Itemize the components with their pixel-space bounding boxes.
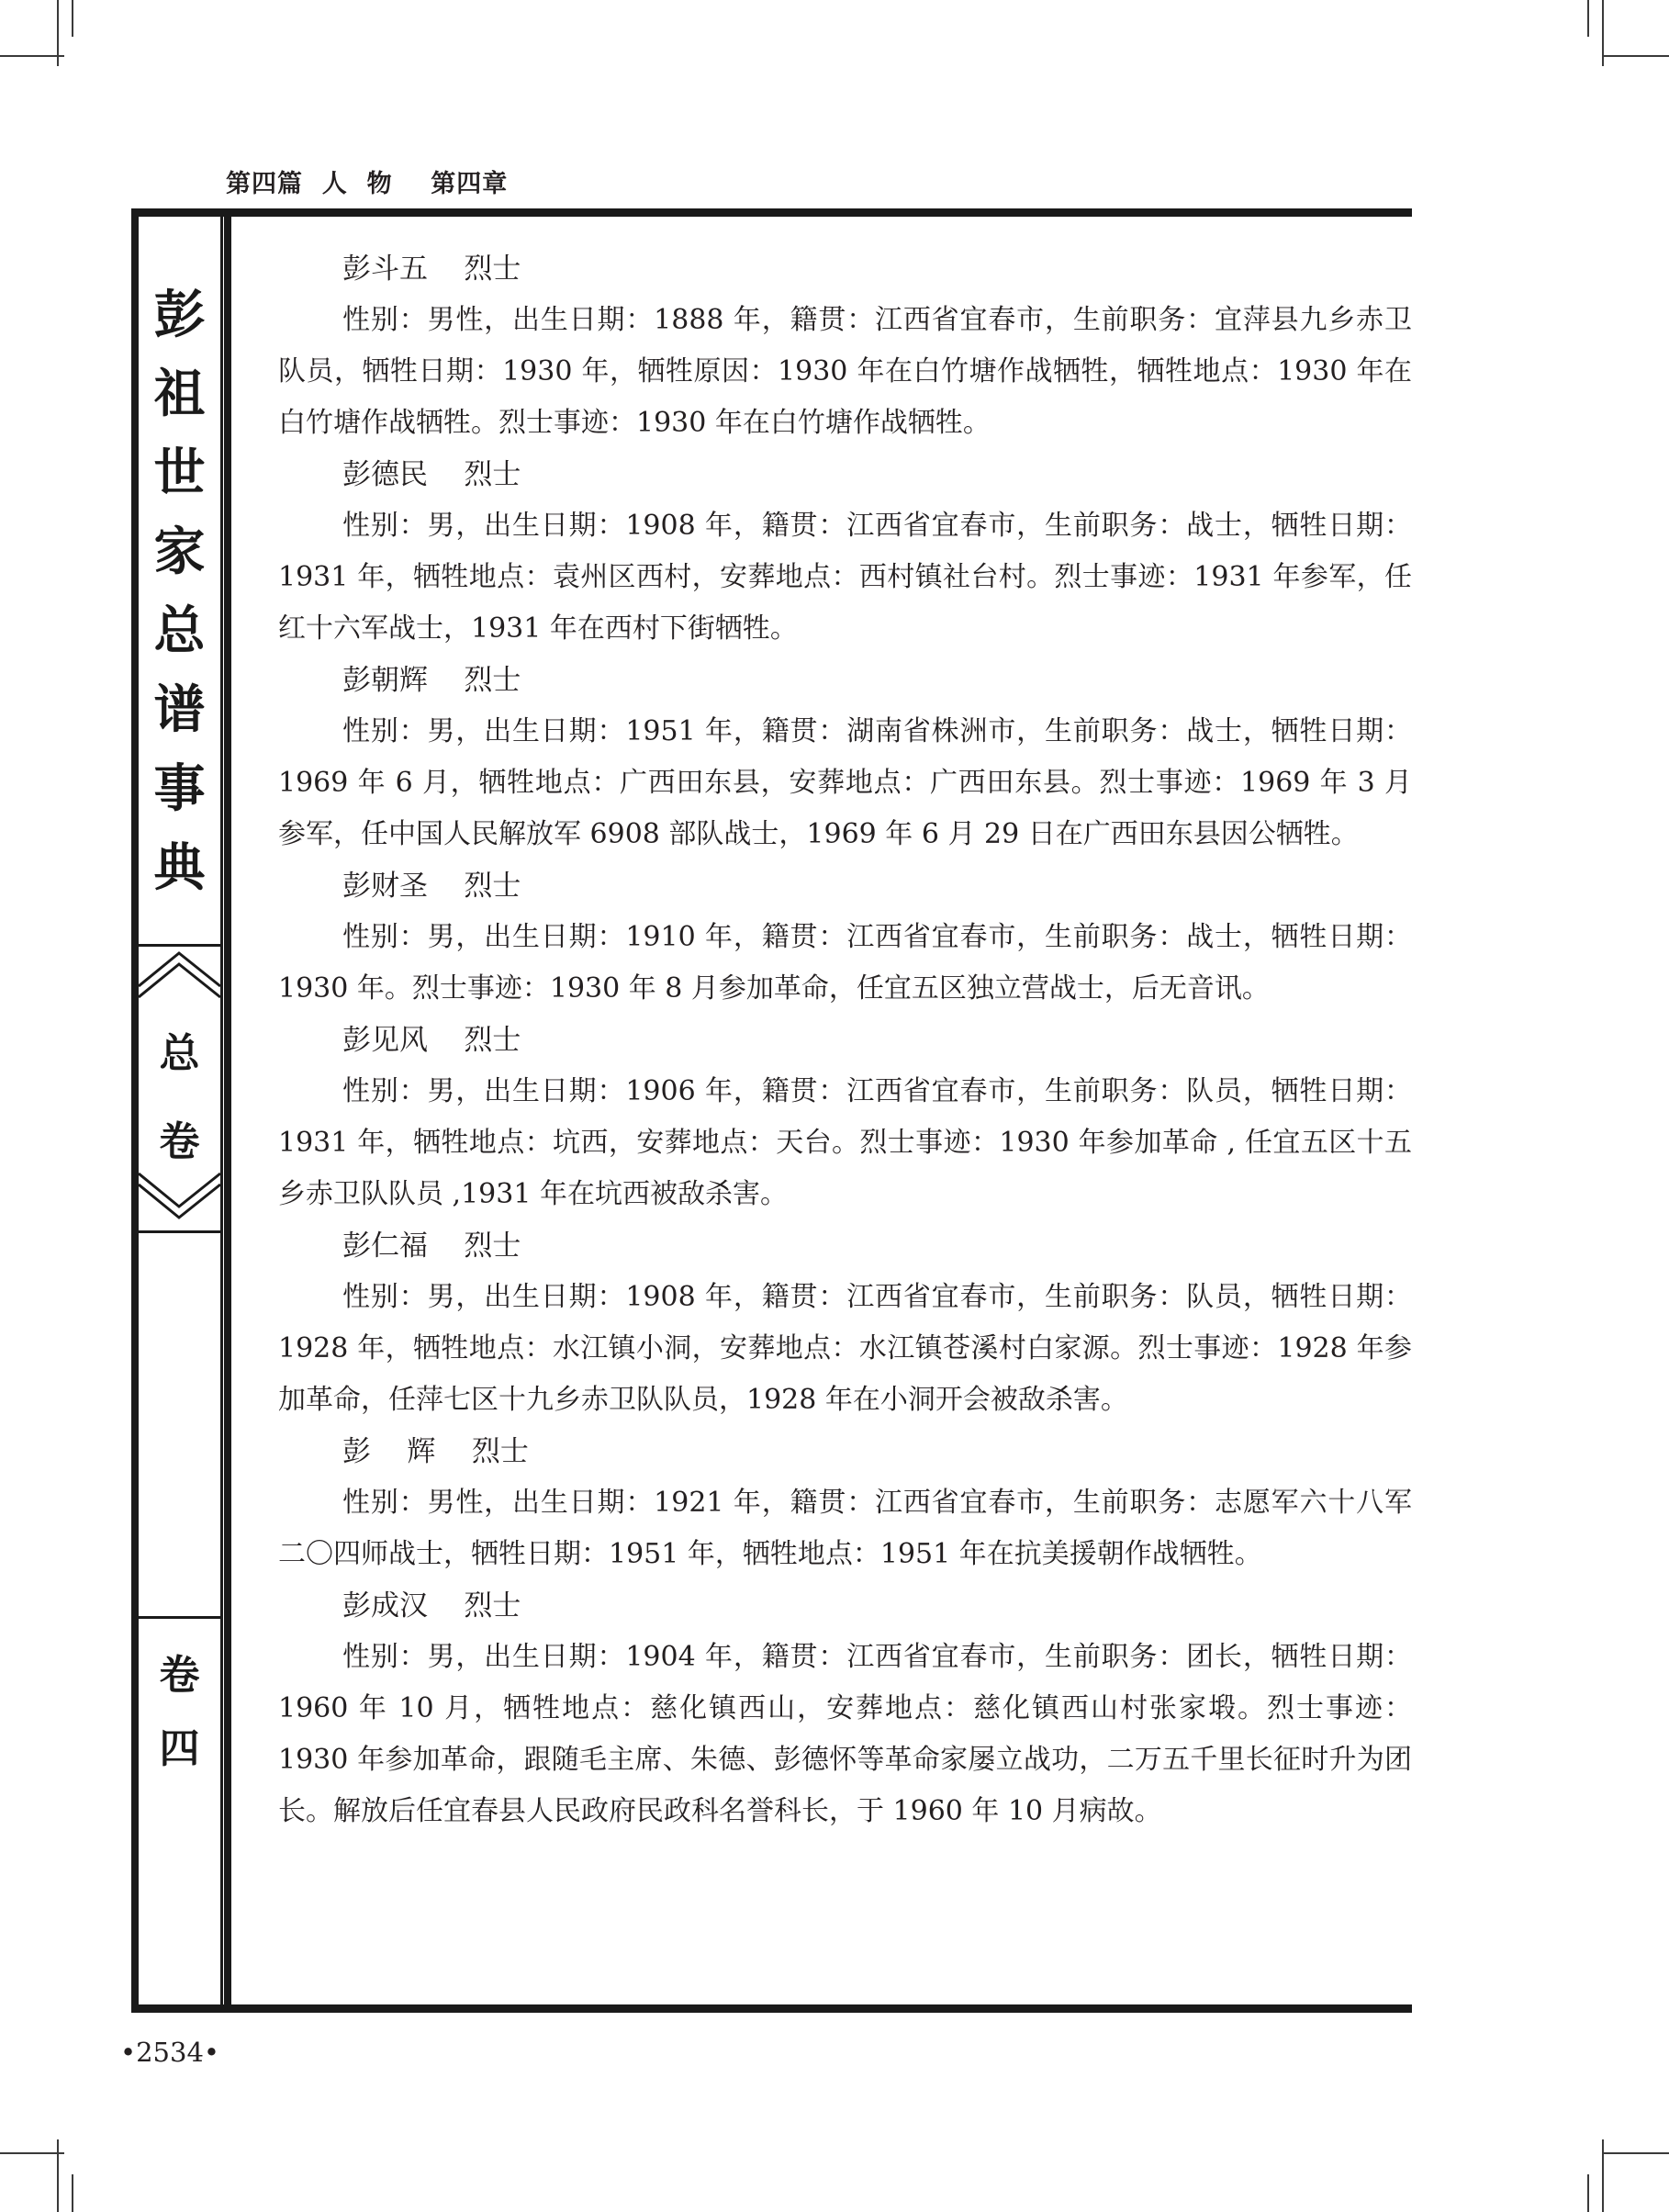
book-title-char: 世 [153,443,206,503]
entry-body: 性别：男性，出生日期：1921 年，籍贯：江西省宜春市，生前职务：志愿军六十八军二〇四师战士，牺牲日期：1951 年，牺牲地点：1951 年在抗美援朝作战牺牲。 [278,1487,1412,1570]
book-title-vertical [139,275,220,907]
side-column-divider-thin [220,208,223,2013]
entry-body: 性别：男，出生日期：1908 年，籍贯：江西省宜春市，生前职务：队员，牺牲日期：1928 年，牺牲地点：水江镇小洞，安葬地点：水江镇苍溪村白家源。烈士事迹：1928 年参加革命，任萍七区十九乡赤卫队队员，1928 年在小洞开会被敌杀害。 [278,1281,1412,1416]
crop-mark-top-left [0,55,64,57]
side-divider-line [139,944,220,947]
volume-title-vertical [139,1010,220,1186]
book-title-char: 典 [153,837,206,898]
entry-name: 彭仁福 烈士 [342,1230,521,1263]
crop-mark-top-right [1602,55,1669,57]
entry-name: 彭德民 烈士 [342,458,521,491]
book-title-char: 总 [153,601,206,661]
entry-body: 性别：男，出生日期：1904 年，籍贯：江西省宜春市，生前职务：团长，牺牲日期：1960 年 10 月，牺牲地点：慈化镇西山，安葬地点：慈化镇西山村张家塅。烈士事迹：1930 年参加革命，跟随毛主席、朱德、彭德怀等革命家屡立战功，二万五千里长征时升为团长。解放后任宜春县人民政府民政科名誉科长，于 1960 年 10 月病故。 [278,1641,1412,1827]
crop-mark-top-left [72,0,73,37]
entry-body: 性别：男，出生日期：1910 年，籍贯：江西省宜春市，生前职务：战士，牺牲日期：1930 年。烈士事迹：1930 年 8 月参加革命，任宜五区独立营战士，后无音讯。 [278,921,1412,1005]
entry [278,1015,1412,1220]
crop-mark-bottom-right [1602,2152,1669,2154]
entry-name: 彭 辉 烈士 [342,1435,529,1468]
entry-name: 彭成汉 烈士 [342,1589,521,1623]
juan-title-char: 卷 [159,1652,200,1699]
page-number: •2534• [120,2037,220,2068]
entry-name: 彭斗五 烈士 [342,253,521,286]
entry-body: 性别：男，出生日期：1908 年，籍贯：江西省宜春市，生前职务：战士，牺牲日期：1931 年，牺牲地点：袁州区西村，安葬地点：西村镇社台村。烈士事迹：1931 年参军，任红十六军战士，1931 年在西村下街牺牲。 [278,510,1412,645]
running-head: 第四篇 人 物 第四章 [226,170,509,198]
entry-name: 彭朝辉 烈士 [342,664,521,697]
entry-name: 彭见风 烈士 [342,1024,521,1057]
side-divider-line [139,1616,220,1619]
book-title-char: 彭 [153,285,206,345]
entry [278,1426,1412,1580]
book-title-char: 祖 [153,364,206,424]
crop-mark-bottom-right [1602,2139,1604,2212]
side-divider-line [139,1230,220,1233]
crop-mark-bottom-left [57,2139,59,2212]
top-rule [131,208,1412,217]
entry [278,1580,1412,1837]
side-column-divider-thick [224,208,231,2013]
book-title-char: 谱 [153,679,206,740]
book-title-char: 事 [153,758,206,819]
volume-title-char: 卷 [159,1118,200,1165]
side-column-left-rule [131,208,139,2013]
crop-mark-top-right [1587,0,1589,37]
entry-body: 性别：男，出生日期：1951 年，籍贯：湖南省株洲市，生前职务：战士，牺牲日期：1969 年 6 月，牺牲地点：广西田东县，安葬地点：广西田东县。烈士事迹：1969 年 3 月参军，任中国人民解放军 6908 部队战士，1969 年 6 月 29 日在广西田东县因公牺牲。 [278,715,1412,850]
juan-title-char: 四 [159,1725,200,1772]
bottom-rule [131,2004,1412,2013]
juan-title-vertical [139,1639,220,1786]
entry-name: 彭财圣 烈士 [342,870,521,903]
entry-body: 性别：男，出生日期：1906 年，籍贯：江西省宜春市，生前职务：队员，牺牲日期：1931 年，牺牲地点：坑西，安葬地点：天台。烈士事迹：1930 年参加革命 , 任宜五区十五乡赤卫队队员 ,1931 年在坑西被敌杀害。 [278,1075,1412,1210]
entry [278,449,1412,655]
entry [278,1220,1412,1426]
main-content [278,243,1412,1837]
entry [278,243,1412,449]
book-title-char: 家 [153,522,206,582]
entry-body: 性别：男性，出生日期：1888 年，籍贯：江西省宜春市，生前职务：宜萍县九乡赤卫队员，牺牲日期：1930 年，牺牲原因：1930 年在白竹塘作战牺牲，牺牲地点：1930 年在白竹塘作战牺牲。烈士事迹：1930 年在白竹塘作战牺牲。 [278,304,1412,439]
crop-mark-bottom-left [72,2174,73,2212]
crop-mark-bottom-right [1587,2174,1589,2212]
volume-title-char: 总 [159,1030,200,1077]
entry [278,655,1412,860]
entry [278,860,1412,1015]
crop-mark-bottom-left [0,2152,64,2154]
